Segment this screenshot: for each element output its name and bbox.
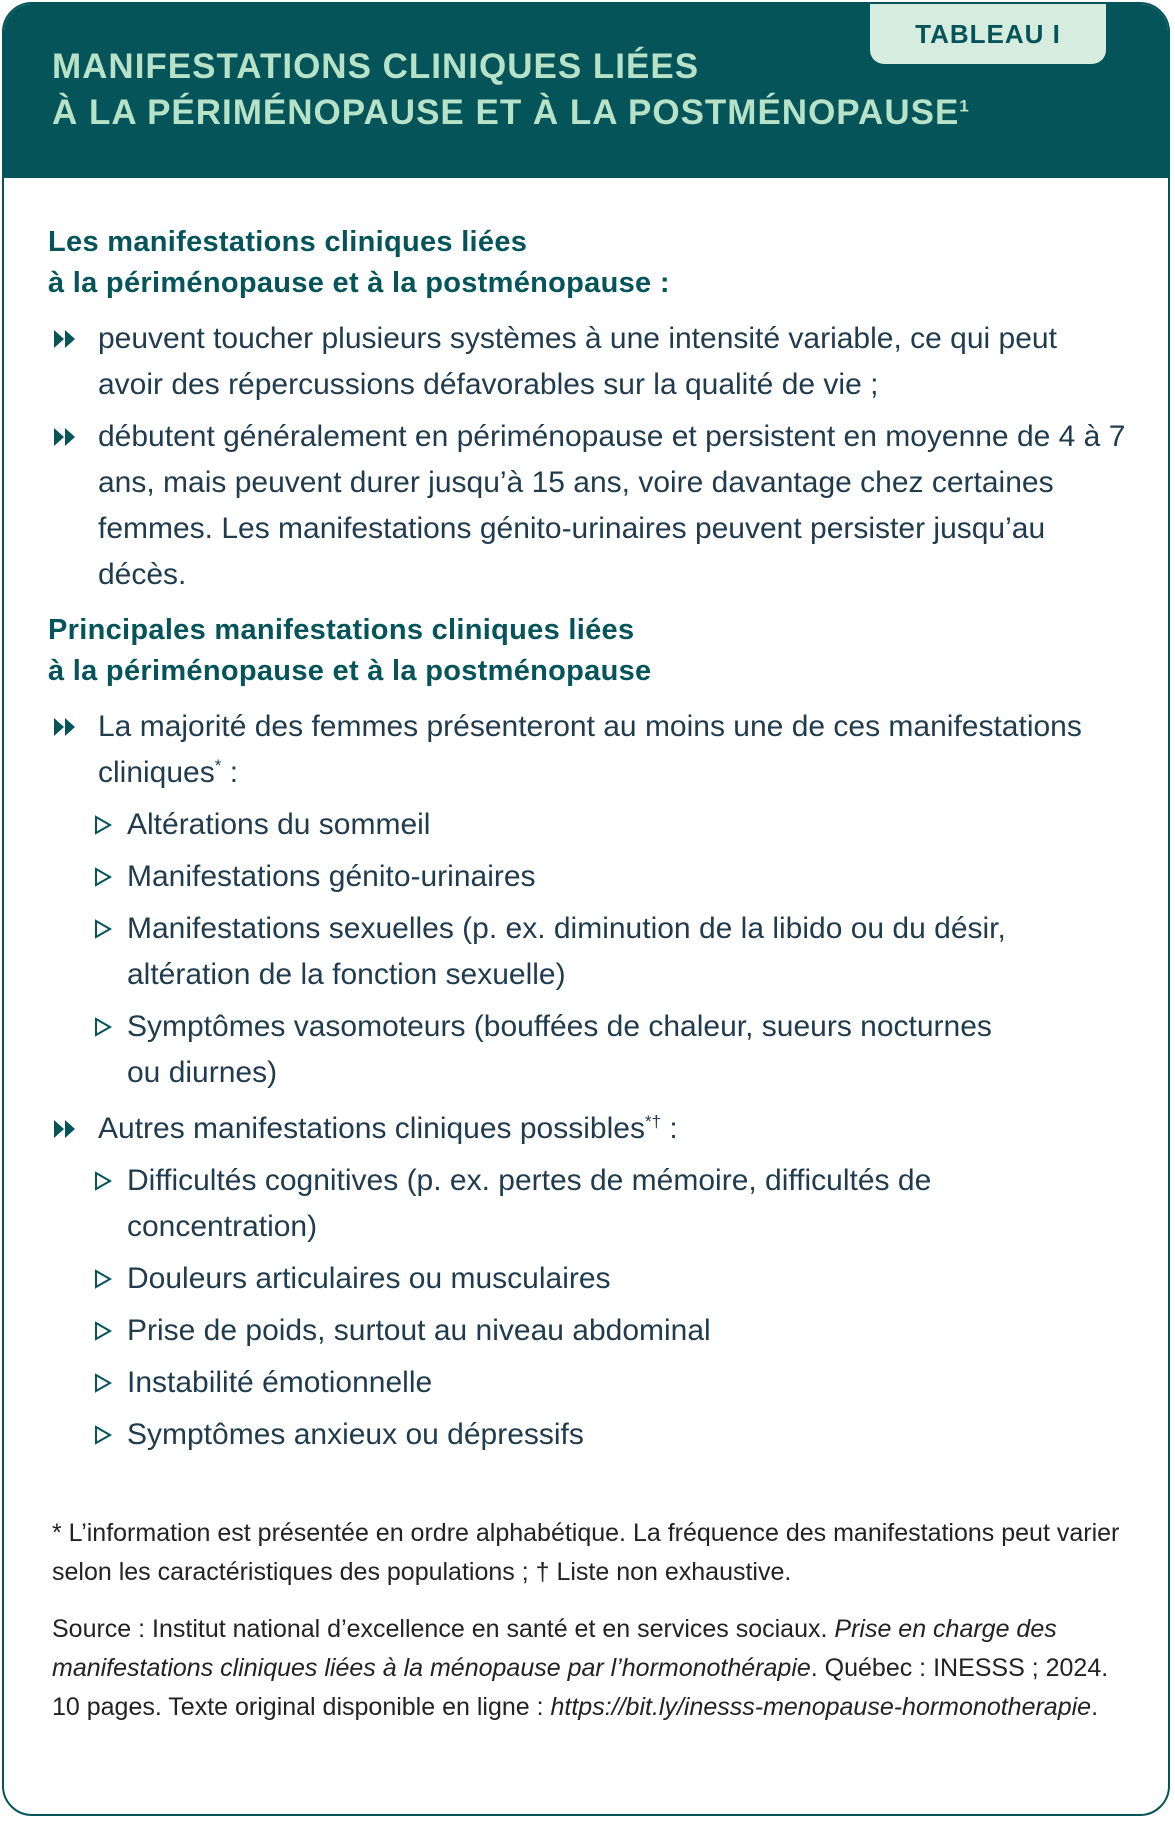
sub-list-item-text: Altérations du sommeil [127, 808, 431, 841]
sub-list-item [94, 1412, 1128, 1458]
list-item-text: peuvent toucher plusieurs systèmes à une intensité variable, ce qui peut avoir des répercussions défavorables sur la qualité de vie ; [98, 322, 1057, 401]
double-arrow-icon [54, 718, 76, 736]
list-item [48, 1106, 1128, 1152]
triangle-outline-icon [94, 1321, 112, 1341]
section-1-heading [48, 222, 1128, 304]
source-url[interactable]: https://bit.ly/inesss-menopause-hormonotherapie [550, 1693, 1092, 1721]
sub-list-item-text: Manifestations sexuelles (p. ex. diminution de la libido ou du désir, altération de la fonction sexuelle) [127, 912, 1006, 991]
sub-list-item-text: Symptômes vasomoteurs (bouffées de chaleur, sueurs nocturnes ou diurnes) [127, 1010, 992, 1089]
colon: : [221, 756, 239, 789]
section-2-heading-line-2: à la périménopause et à la postménopause [48, 655, 652, 687]
sub-list-item-text: Symptômes anxieux ou dépressifs [127, 1418, 584, 1451]
sub-list-item-text: Difficultés cognitives (p. ex. pertes de mémoire, difficultés de concentration) [127, 1164, 932, 1243]
section-2-heading-line-1: Principales manifestations cliniques liées [48, 614, 635, 646]
source-title: Prise en charge des manifestations cliniques liées à la ménopause par l’hormonothérapie [52, 1615, 1057, 1682]
triangle-outline-icon [94, 1171, 112, 1191]
triangle-outline-icon [94, 1425, 112, 1445]
group-2-intro: Autres manifestations cliniques possibles [98, 1112, 645, 1145]
section-1-heading-line-2: à la périménopause et à la postménopause : [48, 267, 670, 299]
list-item [48, 414, 1128, 598]
group-1-intro: La majorité des femmes présenteront au moins une de ces manifestations cliniques [98, 710, 1082, 789]
double-arrow-icon [54, 330, 76, 348]
footnote-ref: *† [644, 1112, 662, 1131]
footnotes [52, 1514, 1122, 1727]
footnote-text: * L’information est présentée en ordre alphabétique. La fréquence des manifestations peut varier selon les caractéristiques des populations ; † Liste non exhaustive. [52, 1519, 1120, 1586]
title-footnote-ref: 1 [959, 96, 970, 116]
triangle-outline-icon [94, 815, 112, 835]
table-number-label: TABLEAU I [915, 18, 1061, 49]
sub-list-item-text: Douleurs articulaires ou musculaires [127, 1262, 611, 1295]
list-item [48, 316, 1128, 408]
sub-list-item [94, 802, 1128, 848]
source-details: . Québec : INESSS ; 2024. 10 pages. Texte original disponible en ligne : [52, 1654, 1109, 1721]
section-2 [48, 610, 1128, 1458]
sub-list-item [94, 854, 1128, 900]
triangle-outline-icon [94, 1269, 112, 1289]
card-header [4, 4, 1168, 178]
group-1-sublist [94, 802, 1128, 1096]
title-line-1: MANIFESTATIONS CLINIQUES LIÉES [52, 47, 700, 86]
sub-list-item [94, 1158, 1128, 1250]
title-line-2: À LA PÉRIMÉNOPAUSE ET À LA POSTMÉNOPAUSE [52, 93, 960, 132]
sub-list-item-text: Instabilité émotionnelle [127, 1366, 433, 1399]
section-2-list [48, 704, 1128, 1458]
triangle-outline-icon [94, 1373, 112, 1393]
double-arrow-icon [54, 1120, 76, 1138]
source-prefix: Source : Institut national d’excellence en santé et en services sociaux. [52, 1615, 835, 1643]
triangle-outline-icon [94, 919, 112, 939]
section-1-list [48, 316, 1128, 598]
source-end: . [1091, 1693, 1099, 1721]
sub-list-item-text: Manifestations génito-urinaires [127, 860, 536, 893]
double-arrow-icon [54, 428, 76, 446]
sub-list-item [94, 906, 1128, 998]
triangle-outline-icon [94, 1017, 112, 1037]
list-item-text: débutent généralement en périménopause et persistent en moyenne de 4 à 7 ans, mais peuvent durer jusqu’à 15 ans, voire davantage chez certaines femmes. Les manifestations génito-urinaires peuvent persister jusqu’au décès. [98, 420, 1126, 591]
group-2-sublist [94, 1158, 1128, 1458]
section-1-heading-line-1: Les manifestations cliniques liées [48, 226, 528, 258]
section-1 [48, 222, 1128, 598]
colon: : [661, 1112, 678, 1145]
sub-list-item-text: Prise de poids, surtout au niveau abdominal [127, 1314, 711, 1347]
group-2-sublist-container [94, 1158, 1128, 1458]
list-item [48, 704, 1128, 796]
sub-list-item [94, 1256, 1128, 1302]
footnote-ref: * [214, 756, 222, 775]
group-1-sublist-container [94, 802, 1128, 1096]
triangle-outline-icon [94, 867, 112, 887]
source-citation [52, 1610, 1122, 1727]
sub-list-item [94, 1308, 1128, 1354]
sub-list-item [94, 1004, 1128, 1096]
section-2-heading [48, 610, 1128, 692]
sub-list-item [94, 1360, 1128, 1406]
card-title [52, 44, 970, 136]
